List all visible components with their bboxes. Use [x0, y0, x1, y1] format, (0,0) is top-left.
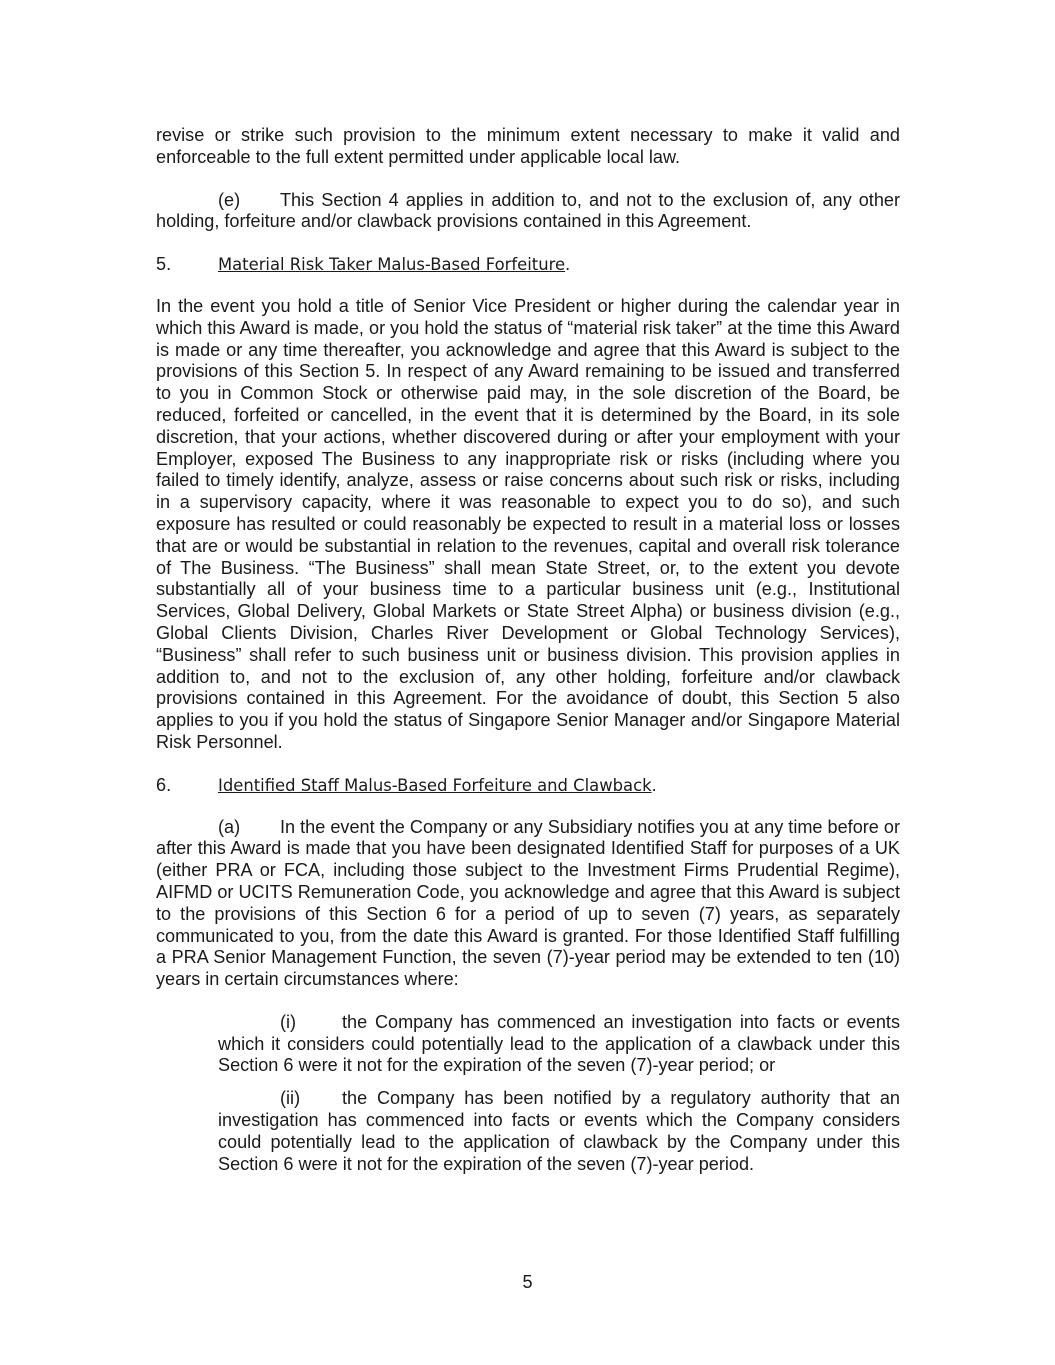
paragraph-6a-ii [218, 1088, 900, 1175]
paragraph-6a [156, 817, 900, 991]
paragraph-6a-ii-marker: (ii) [280, 1088, 301, 1109]
section-6-title: Identified Staff Malus-Based Forfeiture and Clawback [218, 775, 652, 795]
paragraph-6a-ii-text: the Company has been notified by a regulatory authority that an investigation has commenced into facts or events which the Company considers could potentially lead to the application of clawback by the Company under this Section 6 were it not for the expiration of the seven (7)-year period. [218, 1088, 900, 1174]
section-5-title: Material Risk Taker Malus-Based Forfeiture [218, 255, 566, 275]
section-6-title-period: . [651, 774, 657, 795]
section-6-heading [156, 775, 900, 797]
paragraph-6a-text: In the event the Company or any Subsidiary notifies you at any time before or after this Award is made that you have been designated Identified Staff for purposes of a UK (either PRA or FCA, including those subject to the Investment Firms Prudential Regime), AIFMD or UCITS Remuneration Code, you acknowledge and agree that this Award is subject to the provisions of this Section 6 for a period of up to seven (7) years, as separately communicated to you, from the date this Award is granted. For those Identified Staff fulfilling a PRA Senior Management Function, the seven (7)-year period may be extended to ten (10) years in certain circumstances where: [156, 816, 900, 990]
continuation-paragraph: revise or strike such provision to the minimum extent necessary to make it valid and enforceable to the full extent permitted under applicable local law. [156, 125, 900, 167]
section-5-number: 5. [156, 254, 172, 275]
paragraph-6a-i-text: the Company has commenced an investigation into facts or events which it considers could potentially lead to the application of a clawback under this Section 6 were it not for the expiration of the seven (7)-year period; or [218, 1011, 900, 1076]
page-number: 5 [522, 1272, 533, 1292]
paragraph-e [156, 190, 900, 234]
paragraph-6a-i [218, 1012, 900, 1077]
paragraph-6a-i-marker: (i) [280, 1011, 297, 1032]
section-6-number: 6. [156, 774, 172, 795]
paragraph-e-text: This Section 4 applies in addition to, and not to the exclusion of, any other holding, forfeiture and/or clawback provisions contained in this Agreement. [156, 189, 900, 232]
section-5-body: In the event you hold a title of Senior Vice President or higher during the calendar year in which this Award is made, or you hold the status of “material risk taker” at the time this Award is made or any time thereafter, you acknowledge and agree that this Award is subject to the provisions of this Section 5. In respect of any Award remaining to be issued and transferred to you in Common Stock or otherwise paid may, in the sole discretion of the Board, be reduced, forfeited or cancelled, in the event that it is determined by the Board, in its sole discretion, that your actions, whether discovered during or after your employment with your Employer, exposed The Business to any inappropriate risk or risks (including where you failed to timely identify, analyze, assess or raise concerns about such risk or risks, including in a supervisory capacity, where it was reasonable to expect you to do so), and such exposure has resulted or could reasonably be expected to result in a material loss or losses that are or would be substantial in relation to the revenues, capital and overall risk tolerance of The Business. “The Business” shall mean State Street, or, to the extent you devote substantially all of your business time to a particular business unit (e.g., Institutional Services, Global Delivery, Global Markets or State Street Alpha) or business division (e.g., Global Clients Division, Charles River Development or Global Technology Services), “Business” shall refer to such business unit or business division. This provision applies in addition to, and not to the exclusion of, any other holding, forfeiture and/or clawback provisions contained in this Agreement. For the avoidance of doubt, this Section 5 also applies to you if you hold the status of Singapore Senior Manager and/or Singapore Material Risk Personnel. [156, 295, 900, 752]
section-5-title-period: . [565, 254, 571, 275]
paragraph-e-marker: (e) [218, 189, 241, 210]
document-page [156, 125, 900, 1186]
section-5-heading [156, 254, 900, 276]
paragraph-6a-marker: (a) [218, 816, 241, 837]
